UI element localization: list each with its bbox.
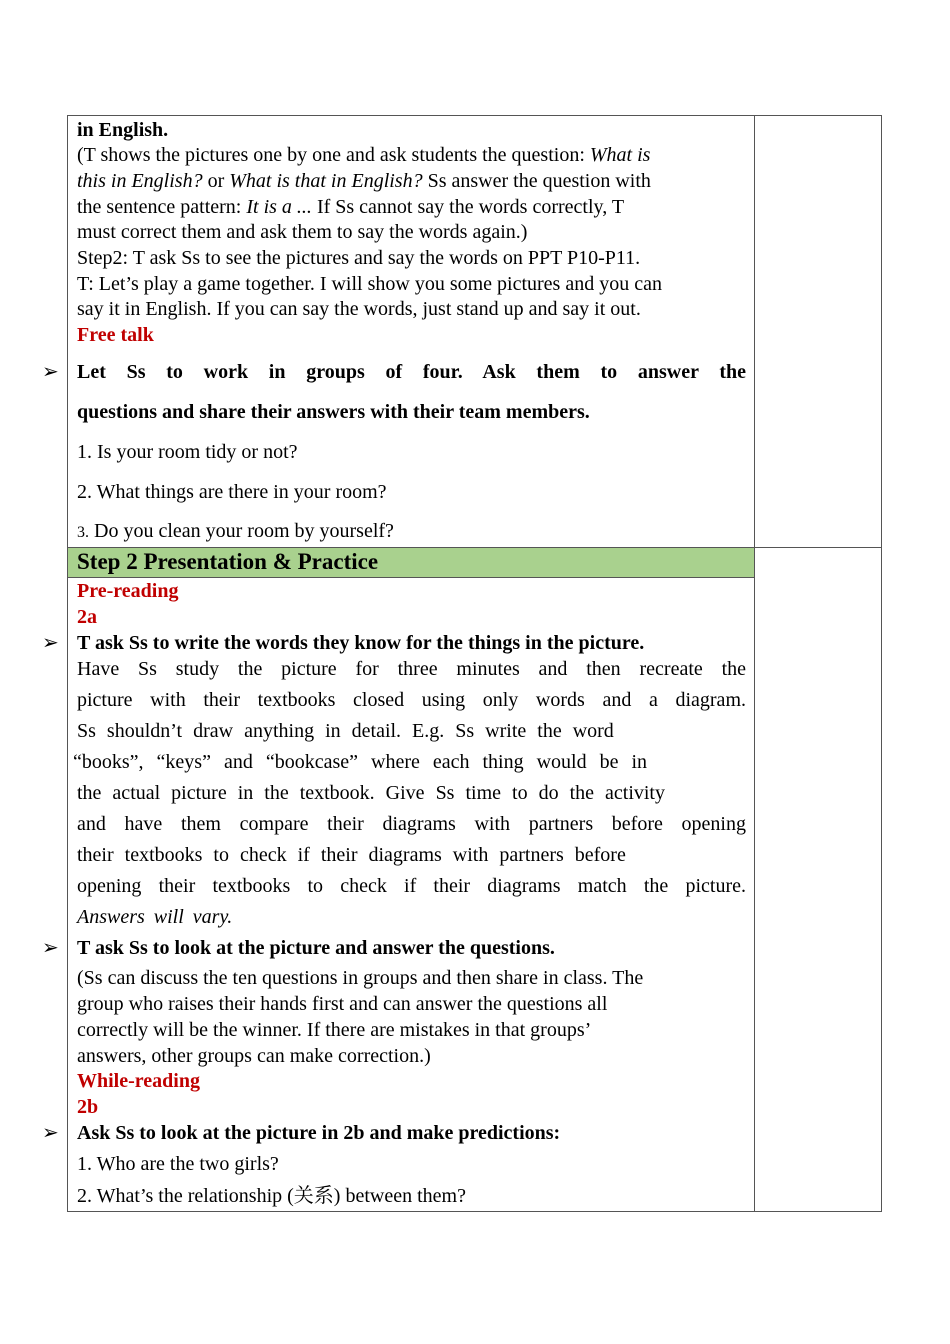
bullet-text: Ask Ss to look at the picture in 2b and make predictions: (77, 1122, 561, 1144)
bullet-text: questions and share their answers with their team members. (77, 401, 590, 423)
text-line: (Ss can discuss the ten questions in groups and then share in class. The (77, 967, 644, 989)
text-line: say it in English. If you can say the words, just stand up and say it out. (77, 298, 641, 320)
text-line: Step2: T ask Ss to see the pictures and say the words on PPT P10-P11. (77, 247, 641, 269)
text-line: this in English? or What is that in English? Ss answer the question with (77, 170, 651, 192)
text-line: opening their textbooks to check if their diagrams match the picture. (77, 875, 746, 897)
text-line: “books”, “keys” and “bookcase” where each thing would be in (73, 751, 648, 773)
text-line: Ss shouldn’t draw anything in detail. E.g. Ss write the word (77, 720, 614, 742)
step2-header: Step 2 Presentation & Practice (77, 549, 379, 574)
2a-heading: 2a (77, 606, 97, 628)
question-item: 2. What’s the relationship (关系) between them? (77, 1185, 466, 1207)
question-item: 2. What things are there in your room? (77, 481, 387, 503)
bullet-text: Let Ss to work in groups of four. Ask them to answer the (77, 361, 746, 383)
text-line: group who raises their hands first and can answer the questions all (77, 993, 608, 1015)
text-line: (T shows the pictures one by one and ask students the question: What is (77, 144, 651, 166)
text-line: answers, other groups can make correction.) (77, 1045, 431, 1067)
text-line: Have Ss study the picture for three minutes and then recreate the (77, 658, 746, 680)
free-talk-heading: Free talk (77, 324, 154, 346)
text-line: picture with their textbooks closed using only words and a diagram. (77, 689, 746, 711)
text-line: in English. (77, 119, 169, 141)
question-item: 1. Is your room tidy or not? (77, 441, 298, 463)
text-line: and have them compare their diagrams with partners before opening (77, 813, 746, 835)
bullet-arrow-icon: ➢ (42, 1122, 59, 1144)
bullet-text: T ask Ss to write the words they know for the things in the picture. (77, 632, 645, 654)
text-line: their textbooks to check if their diagrams with partners before (77, 844, 626, 866)
2b-heading: 2b (77, 1096, 99, 1118)
bullet-arrow-icon: ➢ (42, 632, 59, 654)
question-item: 3. Do you clean your room by yourself? (77, 520, 394, 542)
text-line: correctly will be the winner. If there are mistakes in that groups’ (77, 1019, 592, 1041)
text-line: the sentence pattern: It is a ... If Ss cannot say the words correctly, T (77, 196, 625, 218)
bullet-arrow-icon: ➢ (42, 361, 59, 383)
column-divider (754, 115, 755, 1212)
text-line: must correct them and ask them to say the words again.) (77, 221, 528, 243)
question-item: 1. Who are the two girls? (77, 1153, 279, 1175)
while-reading-heading: While-reading (77, 1070, 200, 1092)
bullet-arrow-icon: ➢ (42, 937, 59, 959)
pre-reading-heading: Pre-reading (77, 580, 179, 602)
bullet-text: T ask Ss to look at the picture and answer the questions. (77, 937, 555, 959)
text-line: Answers will vary. (77, 906, 233, 928)
text-line: T: Let’s play a game together. I will show you some pictures and you can (77, 273, 662, 295)
text-line: the actual picture in the textbook. Give Ss time to do the activity (77, 782, 665, 804)
